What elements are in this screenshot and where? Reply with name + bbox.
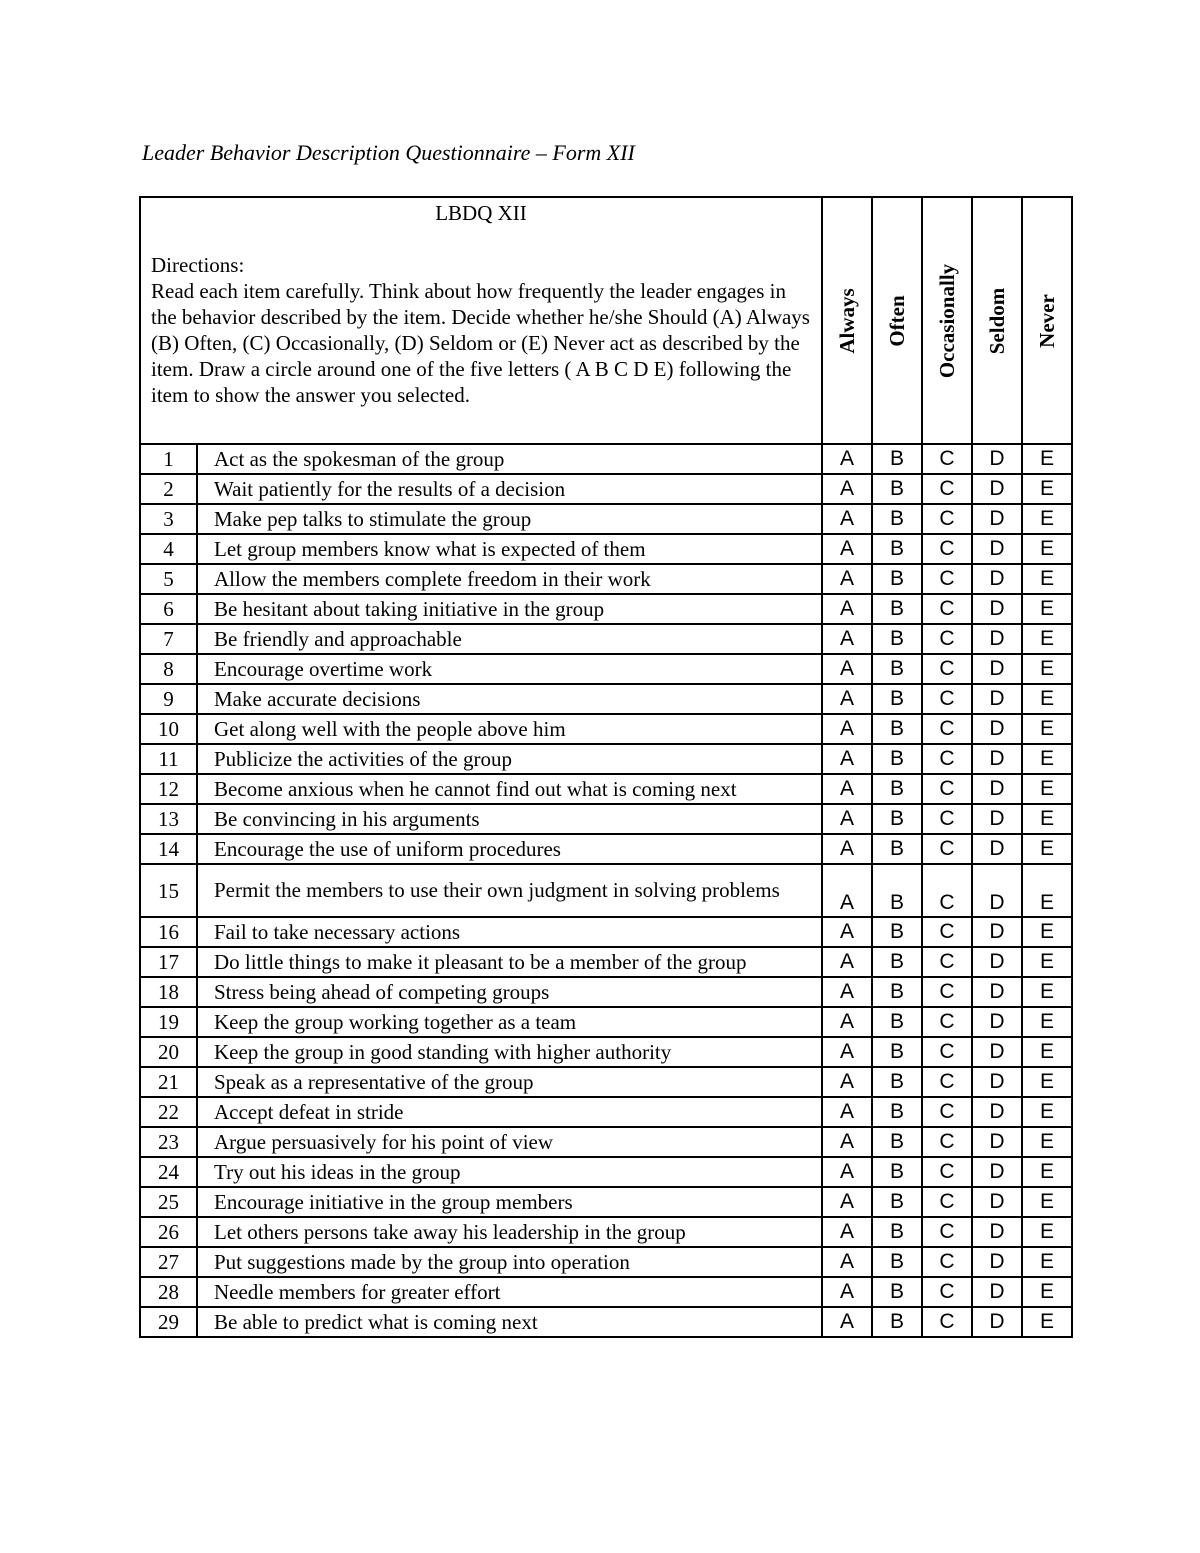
answer-option-d[interactable]: D [972, 947, 1022, 977]
item-number: 29 [140, 1307, 197, 1337]
answer-option-b[interactable]: B [872, 1127, 922, 1157]
answer-option-d[interactable]: D [972, 624, 1022, 654]
table-row [140, 444, 1072, 474]
column-header-always [822, 197, 872, 444]
item-number: 11 [140, 744, 197, 774]
table-row [140, 564, 1072, 594]
answer-option-d[interactable]: D [972, 444, 1022, 474]
column-label: Occasionally [935, 263, 959, 378]
table-row [140, 534, 1072, 564]
answer-option-a[interactable]: A [822, 594, 872, 624]
answer-option-a[interactable]: A [822, 1307, 872, 1337]
answer-option-c[interactable]: C [922, 474, 972, 504]
table-row [140, 1307, 1072, 1337]
table-row [140, 834, 1072, 864]
item-text: Permit the members to use their own judgment in solving problems [197, 864, 822, 917]
item-number: 23 [140, 1127, 197, 1157]
item-text: Accept defeat in stride [197, 1097, 822, 1127]
answer-option-b[interactable]: B [872, 1007, 922, 1037]
answer-option-d[interactable]: D [972, 1247, 1022, 1277]
answer-option-d[interactable]: D [972, 564, 1022, 594]
item-text: Fail to take necessary actions [197, 917, 822, 947]
item-number: 14 [140, 834, 197, 864]
item-text: Publicize the activities of the group [197, 744, 822, 774]
item-number: 22 [140, 1097, 197, 1127]
item-number: 19 [140, 1007, 197, 1037]
answer-option-d[interactable]: D [972, 534, 1022, 564]
answer-option-c[interactable]: C [922, 624, 972, 654]
answer-option-a[interactable]: A [822, 624, 872, 654]
item-number: 5 [140, 564, 197, 594]
answer-option-b[interactable]: B [872, 1157, 922, 1187]
answer-option-d[interactable]: D [972, 504, 1022, 534]
answer-option-a[interactable]: A [822, 917, 872, 947]
table-row [140, 774, 1072, 804]
answer-option-b[interactable]: B [872, 444, 922, 474]
answer-option-e[interactable]: E [1022, 564, 1072, 594]
column-header-occasionally [922, 197, 972, 444]
answer-option-d[interactable]: D [972, 594, 1022, 624]
answer-option-a[interactable]: A [822, 564, 872, 594]
item-text: Act as the spokesman of the group [197, 444, 822, 474]
item-number: 2 [140, 474, 197, 504]
answer-option-c[interactable]: C [922, 714, 972, 744]
item-text: Do little things to make it pleasant to be a member of the group [197, 947, 822, 977]
answer-option-c[interactable]: C [922, 1277, 972, 1307]
answer-option-a[interactable]: A [822, 534, 872, 564]
answer-option-c[interactable]: C [922, 1037, 972, 1067]
answer-option-a[interactable]: A [822, 1247, 872, 1277]
answer-option-d[interactable]: D [972, 917, 1022, 947]
item-text: Get along well with the people above him [197, 714, 822, 744]
answer-option-e[interactable]: E [1022, 977, 1072, 1007]
item-text: Speak as a representative of the group [197, 1067, 822, 1097]
answer-option-e[interactable]: E [1022, 534, 1072, 564]
answer-option-e[interactable]: E [1022, 474, 1072, 504]
answer-option-d[interactable]: D [972, 654, 1022, 684]
answer-option-d[interactable]: D [972, 804, 1022, 834]
answer-option-e[interactable]: E [1022, 684, 1072, 714]
answer-option-c[interactable]: C [922, 774, 972, 804]
answer-option-b[interactable]: B [872, 714, 922, 744]
answer-option-e[interactable]: E [1022, 834, 1072, 864]
item-number: 26 [140, 1217, 197, 1247]
item-text: Needle members for greater effort [197, 1277, 822, 1307]
table-row [140, 474, 1072, 504]
answer-option-a[interactable]: A [822, 977, 872, 1007]
answer-option-b[interactable]: B [872, 684, 922, 714]
answer-option-d[interactable]: D [972, 1277, 1022, 1307]
item-number: 6 [140, 594, 197, 624]
answer-option-a[interactable]: A [822, 1007, 872, 1037]
answer-option-c[interactable]: C [922, 1247, 972, 1277]
answer-option-b[interactable]: B [872, 534, 922, 564]
answer-option-c[interactable]: C [922, 744, 972, 774]
answer-option-d[interactable]: D [972, 1187, 1022, 1217]
item-text: Be hesitant about taking initiative in the group [197, 594, 822, 624]
answer-option-a[interactable]: A [822, 1187, 872, 1217]
item-text: Wait patiently for the results of a decision [197, 474, 822, 504]
table-row [140, 1217, 1072, 1247]
answer-option-a[interactable]: A [822, 1277, 872, 1307]
table-row [140, 1277, 1072, 1307]
column-header-never [1022, 197, 1072, 444]
answer-option-c[interactable]: C [922, 804, 972, 834]
answer-option-b[interactable]: B [872, 624, 922, 654]
answer-option-b[interactable]: B [872, 504, 922, 534]
item-text: Be able to predict what is coming next [197, 1307, 822, 1337]
table-row [140, 624, 1072, 654]
answer-option-c[interactable]: C [922, 444, 972, 474]
item-number: 25 [140, 1187, 197, 1217]
item-text: Make accurate decisions [197, 684, 822, 714]
item-number: 15 [140, 864, 197, 917]
answer-option-e[interactable]: E [1022, 1067, 1072, 1097]
answer-option-c[interactable]: C [922, 917, 972, 947]
answer-option-e[interactable]: E [1022, 444, 1072, 474]
item-text: Encourage overtime work [197, 654, 822, 684]
answer-option-c[interactable]: C [922, 864, 972, 917]
table-row [140, 594, 1072, 624]
answer-option-d[interactable]: D [972, 834, 1022, 864]
answer-option-b[interactable]: B [872, 474, 922, 504]
answer-option-b[interactable]: B [872, 1277, 922, 1307]
answer-option-c[interactable]: C [922, 977, 972, 1007]
item-number: 10 [140, 714, 197, 744]
answer-option-d[interactable]: D [972, 474, 1022, 504]
answer-option-d[interactable]: D [972, 1097, 1022, 1127]
answer-option-c[interactable]: C [922, 1097, 972, 1127]
answer-option-b[interactable]: B [872, 1217, 922, 1247]
answer-option-d[interactable]: D [972, 864, 1022, 917]
item-text: Allow the members complete freedom in their work [197, 564, 822, 594]
answer-option-a[interactable]: A [822, 1097, 872, 1127]
item-text: Argue persuasively for his point of view [197, 1127, 822, 1157]
answer-option-a[interactable]: A [822, 1067, 872, 1097]
table-row [140, 714, 1072, 744]
answer-option-d[interactable]: D [972, 1307, 1022, 1337]
table-row [140, 1007, 1072, 1037]
column-label: Seldom [985, 287, 1009, 354]
answer-option-c[interactable]: C [922, 1217, 972, 1247]
answer-option-c[interactable]: C [922, 654, 972, 684]
item-number: 9 [140, 684, 197, 714]
answer-option-b[interactable]: B [872, 1037, 922, 1067]
item-text: Make pep talks to stimulate the group [197, 504, 822, 534]
answer-option-e[interactable]: E [1022, 744, 1072, 774]
answer-option-d[interactable]: D [972, 1007, 1022, 1037]
answer-option-c[interactable]: C [922, 1157, 972, 1187]
answer-option-d[interactable]: D [972, 714, 1022, 744]
item-number: 8 [140, 654, 197, 684]
answer-option-d[interactable]: D [972, 1217, 1022, 1247]
answer-option-c[interactable]: C [922, 1307, 972, 1337]
item-number: 1 [140, 444, 197, 474]
table-row [140, 654, 1072, 684]
answer-option-b[interactable]: B [872, 1247, 922, 1277]
answer-option-c[interactable]: C [922, 564, 972, 594]
item-number: 16 [140, 917, 197, 947]
answer-option-e[interactable]: E [1022, 1187, 1072, 1217]
answer-option-b[interactable]: B [872, 744, 922, 774]
item-text: Try out his ideas in the group [197, 1157, 822, 1187]
answer-option-b[interactable]: B [872, 1187, 922, 1217]
item-text: Encourage the use of uniform procedures [197, 834, 822, 864]
table-row [140, 1037, 1072, 1067]
item-number: 13 [140, 804, 197, 834]
answer-option-b[interactable]: B [872, 804, 922, 834]
answer-option-a[interactable]: A [822, 804, 872, 834]
answer-option-e[interactable]: E [1022, 504, 1072, 534]
answer-option-e[interactable]: E [1022, 804, 1072, 834]
answer-option-c[interactable]: C [922, 534, 972, 564]
item-number: 3 [140, 504, 197, 534]
answer-option-c[interactable]: C [922, 834, 972, 864]
item-number: 4 [140, 534, 197, 564]
item-number: 7 [140, 624, 197, 654]
answer-option-c[interactable]: C [922, 1187, 972, 1217]
answer-option-b[interactable]: B [872, 834, 922, 864]
item-text: Keep the group working together as a team [197, 1007, 822, 1037]
column-label: Always [835, 287, 859, 354]
answer-option-a[interactable]: A [822, 684, 872, 714]
answer-option-a[interactable]: A [822, 714, 872, 744]
answer-option-c[interactable]: C [922, 684, 972, 714]
directions-cell [140, 197, 822, 444]
table-row [140, 1187, 1072, 1217]
answer-option-e[interactable]: E [1022, 1307, 1072, 1337]
answer-option-a[interactable]: A [822, 654, 872, 684]
answer-option-e[interactable]: E [1022, 714, 1072, 744]
table-row [140, 1097, 1072, 1127]
answer-option-d[interactable]: D [972, 1127, 1022, 1157]
answer-option-a[interactable]: A [822, 474, 872, 504]
table-row [140, 917, 1072, 947]
answer-option-d[interactable]: D [972, 1037, 1022, 1067]
table-row [140, 864, 1072, 917]
table-row [140, 1157, 1072, 1187]
table-row [140, 744, 1072, 774]
answer-option-c[interactable]: C [922, 947, 972, 977]
directions-label: Directions: [151, 253, 245, 277]
table-row [140, 1067, 1072, 1097]
answer-option-c[interactable]: C [922, 594, 972, 624]
answer-option-e[interactable]: E [1022, 917, 1072, 947]
table-row [140, 684, 1072, 714]
column-label: Often [885, 294, 909, 347]
answer-option-a[interactable]: A [822, 1157, 872, 1187]
answer-option-e[interactable]: E [1022, 1127, 1072, 1157]
answer-option-a[interactable]: A [822, 1127, 872, 1157]
answer-option-e[interactable]: E [1022, 1277, 1072, 1307]
answer-option-c[interactable]: C [922, 1127, 972, 1157]
table-row [140, 804, 1072, 834]
answer-option-e[interactable]: E [1022, 654, 1072, 684]
table-row [140, 504, 1072, 534]
answer-option-c[interactable]: C [922, 1007, 972, 1037]
item-text: Let group members know what is expected of them [197, 534, 822, 564]
answer-option-e[interactable]: E [1022, 1247, 1072, 1277]
table-row [140, 1127, 1072, 1157]
item-text: Be friendly and approachable [197, 624, 822, 654]
answer-option-d[interactable]: D [972, 774, 1022, 804]
answer-option-d[interactable]: D [972, 744, 1022, 774]
answer-option-e[interactable]: E [1022, 864, 1072, 917]
answer-option-a[interactable]: A [822, 834, 872, 864]
answer-option-b[interactable]: B [872, 947, 922, 977]
answer-option-b[interactable]: B [872, 1307, 922, 1337]
answer-option-b[interactable]: B [872, 917, 922, 947]
answer-option-c[interactable]: C [922, 1067, 972, 1097]
item-number: 20 [140, 1037, 197, 1067]
item-text: Be convincing in his arguments [197, 804, 822, 834]
item-number: 27 [140, 1247, 197, 1277]
answer-option-a[interactable]: A [822, 864, 872, 917]
directions-text: Read each item carefully. Think about how frequently the leader engages in the behavior described by the item. Decide whether he/she Should (A) Always (B) Often, (C) Occasionally, (D) Seldom or (E) Never act as described by the item. Draw a circle around one of the five letters ( A B C D E) following the item to show the answer you selected. [151, 279, 810, 407]
answer-option-e[interactable]: E [1022, 594, 1072, 624]
answer-option-a[interactable]: A [822, 444, 872, 474]
item-number: 21 [140, 1067, 197, 1097]
answer-option-a[interactable]: A [822, 504, 872, 534]
item-text: Stress being ahead of competing groups [197, 977, 822, 1007]
answer-option-d[interactable]: D [972, 1157, 1022, 1187]
answer-option-a[interactable]: A [822, 1037, 872, 1067]
questionnaire-table [139, 196, 1073, 1338]
item-number: 12 [140, 774, 197, 804]
item-text: Encourage initiative in the group members [197, 1187, 822, 1217]
item-number: 28 [140, 1277, 197, 1307]
answer-option-e[interactable]: E [1022, 947, 1072, 977]
answer-option-b[interactable]: B [872, 864, 922, 917]
table-title: LBDQ XII [435, 201, 527, 225]
answer-option-b[interactable]: B [872, 774, 922, 804]
item-number: 18 [140, 977, 197, 1007]
answer-option-b[interactable]: B [872, 594, 922, 624]
answer-option-b[interactable]: B [872, 977, 922, 1007]
answer-option-a[interactable]: A [822, 947, 872, 977]
answer-option-e[interactable]: E [1022, 774, 1072, 804]
answer-option-b[interactable]: B [872, 564, 922, 594]
column-label: Never [1035, 293, 1059, 348]
answer-option-a[interactable]: A [822, 774, 872, 804]
answer-option-e[interactable]: E [1022, 1157, 1072, 1187]
answer-option-c[interactable]: C [922, 504, 972, 534]
table-row [140, 947, 1072, 977]
answer-option-b[interactable]: B [872, 1067, 922, 1097]
item-number: 24 [140, 1157, 197, 1187]
answer-option-d[interactable]: D [972, 1067, 1022, 1097]
answer-option-e[interactable]: E [1022, 1037, 1072, 1067]
item-text: Put suggestions made by the group into operation [197, 1247, 822, 1277]
answer-option-e[interactable]: E [1022, 1097, 1072, 1127]
item-number: 17 [140, 947, 197, 977]
answer-option-e[interactable]: E [1022, 624, 1072, 654]
answer-option-b[interactable]: B [872, 654, 922, 684]
table-row [140, 977, 1072, 1007]
table-header-row [140, 197, 1072, 444]
column-header-often [872, 197, 922, 444]
answer-option-b[interactable]: B [872, 1097, 922, 1127]
item-text: Become anxious when he cannot find out what is coming next [197, 774, 822, 804]
answer-option-a[interactable]: A [822, 744, 872, 774]
item-text: Let others persons take away his leadership in the group [197, 1217, 822, 1247]
column-header-seldom [972, 197, 1022, 444]
answer-option-a[interactable]: A [822, 1217, 872, 1247]
answer-option-d[interactable]: D [972, 977, 1022, 1007]
answer-option-e[interactable]: E [1022, 1217, 1072, 1247]
table-row [140, 1247, 1072, 1277]
answer-option-d[interactable]: D [972, 684, 1022, 714]
item-text: Keep the group in good standing with higher authority [197, 1037, 822, 1067]
answer-option-e[interactable]: E [1022, 1007, 1072, 1037]
document-title: Leader Behavior Description Questionnaire – Form XII [142, 140, 635, 165]
